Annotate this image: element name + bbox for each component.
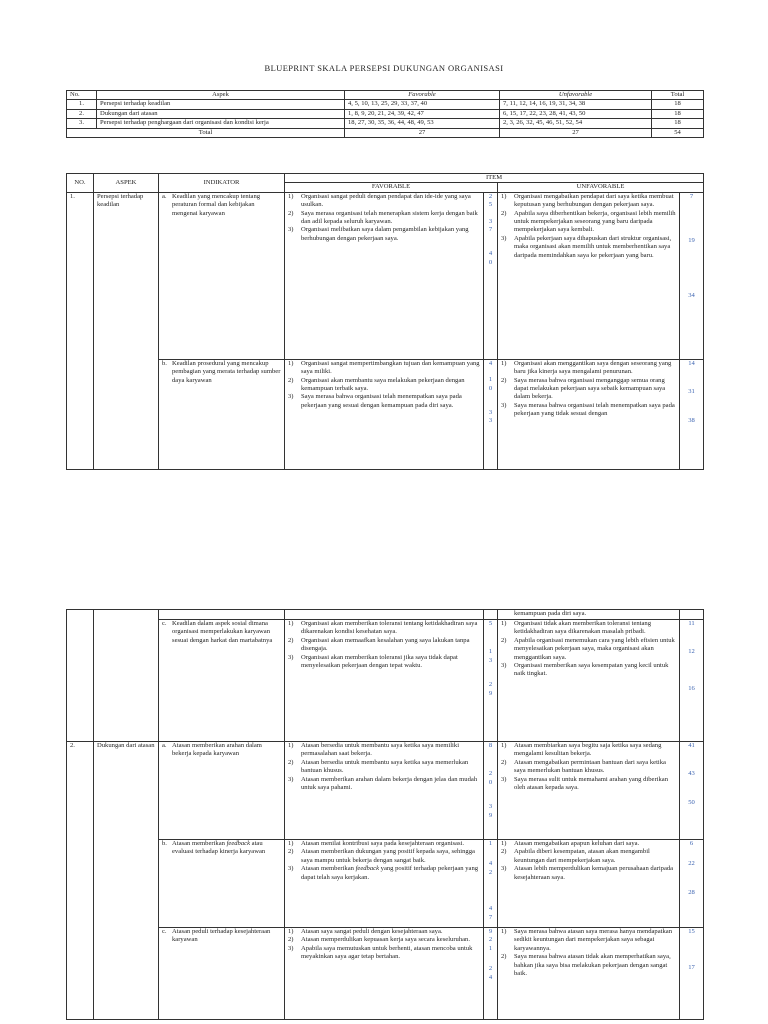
continuation-text: kemampuan pada diri saya. (498, 610, 680, 620)
list-item: 1) Atasan bersedia untuk membantu saya ketika saya memiliki permasalahan saat bekerja. (288, 742, 460, 758)
list-item: 3) Atasan memberikan feedback yang positif terhadap pekerjaan yang dapat telah saya kerjakan. (288, 865, 479, 881)
favorable-numbers: 1 4 2 4 7 (484, 840, 498, 928)
aspek-name: Persepsi terhadap keadilan (94, 192, 159, 469)
indicator-mark: c. (162, 620, 167, 627)
unfavorable-numbers: 15 17 (680, 928, 704, 1020)
summary-total-row (67, 128, 704, 137)
indicator-cell (159, 840, 285, 928)
indicator-row (67, 840, 704, 928)
favorable-items (285, 840, 484, 928)
indicator-cell (159, 928, 285, 1020)
indicator-cell (159, 359, 285, 469)
list-item: 2) Saya merasa organisasi telah menerapkan sistem kerja dengan baik dan adil kepada seluruh karyawan. (288, 209, 478, 226)
page-title: BLUEPRINT SKALA PERSEPSI DUKUNGAN ORGANISASI (264, 63, 504, 73)
header-no: No. (67, 91, 97, 100)
list-item: 1) Atasan membiarkan saya begitu saja ketika saya sedang mengalami kesulitan bekerja. (501, 742, 662, 758)
list-item: 3) Apabila pekerjaan saya dihapuskan dari struktur organisasi, maka organisasi akan memilih untuk memberhentikan saya daripada memindahkan saya ke pekerjaan yang baru. (501, 234, 672, 259)
header-aspek: Aspek (97, 91, 345, 100)
list-item: 1) Atasan mengabaikan apapun keluhan dari saya. (501, 840, 640, 847)
total-unfavorable: 27 (500, 128, 652, 137)
list-item: 2) Saya merasa bahwa atasan tidak akan memperhatikan saya, bahkan jika saya bisa melakukan pekerjaan dengan sangat baik. (501, 953, 671, 978)
indicator-row (67, 192, 704, 359)
list-item: 3) Saya merasa bahwa organisasi telah menempatkan saya pada pekerjaan yang tidak sesuai dengan (501, 401, 675, 418)
favorable-items (285, 928, 484, 1020)
row-favorable: 4, 5, 10, 13, 25, 29, 33, 37, 40 (345, 100, 500, 109)
indicator-cell (159, 620, 285, 742)
list-item: 1) Organisasi sangat mempertimbangkan tujuan dan kemampuan yang saya miliki. (288, 359, 480, 376)
summary-header-row (67, 91, 704, 100)
detail-header-row (67, 174, 704, 183)
row-aspek: Persepsi terhadap keadilan (97, 100, 345, 109)
unfavorable-numbers: 7 19 34 (680, 192, 704, 359)
indicator-row (67, 359, 704, 469)
aspek-no: 1. (67, 192, 94, 469)
list-item: 3) Organisasi melibatkan saya dalam pengambilan kebijakan yang berhubungan dengan pekerjaan saya. (288, 226, 469, 242)
favorable-numbers: 8 2 0 3 9 (484, 742, 498, 840)
favorable-numbers: 4 1 0 3 3 (484, 359, 498, 469)
detail-table-part1 (66, 173, 704, 470)
header-favorable: FAVORABLE (285, 183, 498, 192)
list-item: 2) Apabila saya diberhentikan bekerja, organisasi lebih memilih untuk mempekerjakan seseorang yang baru daripada mempekerjakan saya kembali. (501, 209, 676, 234)
unfavorable-numbers: 41 43 50 (680, 742, 704, 840)
list-item: 1) Organisasi sangat peduli dengan pendapat dan ide-ide yang saya usulkan. (288, 192, 471, 209)
list-item: 2) Organisasi akan membantu saya melakukan pekerjaan dengan kemampuan terbaik saya. (288, 376, 465, 393)
list-item: 1) Organisasi tidak akan memberikan toleransi tentang ketidakhadiran saya dikarenakan masalah pribadi. (501, 620, 652, 636)
row-total: 18 (652, 109, 704, 118)
list-item: 1) Organisasi akan memberikan toleransi tentang ketidakhadiran saya dikarenakan kondisi kesehatan saya. (288, 620, 478, 636)
list-item: 3) Atasan lebih memperdulikan kemajuan perusahaan daripada kesejahteraan saya. (501, 865, 674, 881)
row-unfavorable: 6, 15, 17, 22, 23, 28, 41, 43, 50 (500, 109, 652, 118)
unfavorable-items (498, 742, 680, 840)
summary-row (67, 109, 704, 118)
list-item: 2) Apabila organisasi menemukan cara yang lebih efisien untuk menyelesaikan pekerjaan saya, maka organisasi akan menggantikan saya. (501, 636, 675, 661)
detail-table-part2 (66, 609, 704, 1020)
indicator-text: Atasan memberikan feedback atau evaluasi terhadap kinerja karyawan (172, 840, 266, 856)
total-total: 54 (652, 128, 704, 137)
indicator-row (67, 928, 704, 1020)
unfavorable-items (498, 192, 680, 359)
unfavorable-items (498, 359, 680, 469)
indicator-text: Atasan memberikan arahan dalam bekerja kepada karyawan (172, 742, 262, 758)
list-item: 1) Organisasi akan menggantikan saya dengan seseorang yang baru jika kinerja saya mengalami penurunan. (501, 359, 672, 376)
favorable-items (285, 742, 484, 840)
row-unfavorable: 2, 3, 26, 32, 45, 46, 51, 52, 54 (500, 119, 652, 128)
unfavorable-items (498, 840, 680, 928)
header-unfavorable: UNFAVORABLE (498, 183, 704, 192)
list-item: 2) Atasan memberikan dukungan yang positif kepada saya, sehingga saya mampu untuk bekerja dengan sangat baik. (288, 848, 475, 864)
indicator-mark: b. (162, 840, 167, 847)
indicator-text: Keadilan prosedural yang mencakup pembagian yang merata terhadap sumber daya karyawan (172, 359, 281, 384)
unfavorable-numbers: 14 31 38 (680, 359, 704, 469)
row-total: 18 (652, 100, 704, 109)
indicator-mark: a. (162, 742, 167, 749)
summary-row (67, 100, 704, 109)
indicator-mark: c. (162, 928, 167, 935)
total-label: Total (67, 128, 345, 137)
list-item: 3) Organisasi akan memberikan toleransi jika saya tidak dapat menyelesaikan pekerjaan dengan tepat waktu. (288, 653, 458, 670)
list-item: 3) Organisasi memberikan saya kesempatan yang kecil untuk naik tingkat. (501, 662, 669, 678)
favorable-items (285, 359, 484, 469)
list-item: 1) Atasan menilai kontribusi saya pada kesejahteraan organisasi. (288, 840, 465, 847)
list-item: 2) Saya merasa bahwa organisasi menganggap semua orang dapat melakukan pekerjaan saya sebaik kemampuan saya dalam bekerja. (501, 376, 666, 401)
list-item: 3) Saya merasa bahwa organisasi telah menempatkan saya pada pekerjaan yang sesuai dengan kemampuan pada diri saya. (288, 393, 462, 409)
favorable-numbers: 2 5 3 7 4 0 (484, 192, 498, 359)
list-item: 3) Saya merasa sulit untuk memahami arahan yang diberikan oleh atasan kepada saya. (501, 775, 668, 792)
row-unfavorable: 7, 11, 12, 14, 16, 19, 31, 34, 38 (500, 100, 652, 109)
continuation-row (67, 610, 704, 620)
list-item: 3) Apabila saya memutuskan untuk berhenti, atasan mencoba untuk meyakinkan saya agar tetap bertahan. (288, 944, 473, 961)
list-item: 2) Atasan mengabaikan permintaan bantuan dari saya ketika saya memerlukan bantuan khusus. (501, 758, 666, 775)
row-aspek: Persepsi terhadap penghargaan dari organisasi dan kondisi kerja (97, 119, 345, 128)
row-favorable: 18, 27, 30, 35, 36, 44, 48, 49, 53 (345, 119, 500, 128)
list-item: 2) Organisasi akan memaafkan kesalahan yang saya lakukan tanpa disengaja. (288, 636, 470, 653)
favorable-items (285, 192, 484, 359)
row-no: 1. (67, 100, 97, 109)
row-total: 18 (652, 119, 704, 128)
indicator-cell (159, 192, 285, 359)
total-favorable: 27 (345, 128, 500, 137)
indicator-text: Keadilan dalam aspek sosial dimana organisasi memperlakukan karyawan sesuai dengan harkat dan martabatnya (172, 620, 273, 644)
list-item: 2) Atasan memperdulikan kepuasan kerja saya secara keseluruhan. (288, 936, 470, 944)
indicator-text: Keadilan yang mencakup tentang peraturan formal dan kebijakan mengenai karyawan (172, 192, 261, 217)
indicator-mark: b. (162, 359, 167, 367)
list-item: 3) Atasan memberikan arahan dalam bekerja dengan jelas dan mudah untuk saya pahami. (288, 775, 478, 792)
header-total: Total (652, 91, 704, 100)
unfavorable-items (498, 928, 680, 1020)
header-item: ITEM (285, 174, 704, 183)
summary-row (67, 119, 704, 128)
unfavorable-numbers: 11 12 16 (680, 620, 704, 742)
row-no: 2. (67, 109, 97, 118)
row-aspek: Dukungan dari atasan (97, 109, 345, 118)
row-favorable: 1, 8, 9, 20, 21, 24, 39, 42, 47 (345, 109, 500, 118)
header-aspek: ASPEK (94, 174, 159, 193)
indicator-row (67, 742, 704, 840)
favorable-numbers: 5 1 3 2 9 (484, 620, 498, 742)
list-item: 1) Organisasi mengabaikan pendapat dari saya ketika membuat keputusan yang berhubungan dengan pekerjaan saya. (501, 192, 674, 209)
favorable-items (285, 620, 484, 742)
indicator-cell (159, 742, 285, 840)
header-no: NO. (67, 174, 94, 193)
header-indikator: INDIKATOR (159, 174, 285, 193)
indicator-row (67, 620, 704, 742)
row-no: 3. (67, 119, 97, 128)
list-item: 1) Saya merasa bahwa atasan saya merasa hanya mendapatkan sedikit keuntungan dari mempekerjakan saya sebagai karyawannya. (501, 928, 672, 952)
aspek-name: Dukungan dari atasan (94, 742, 159, 1020)
summary-table (66, 90, 704, 138)
indicator-mark: a. (162, 192, 167, 200)
aspek-no: 2. (67, 742, 94, 1020)
list-item: 1) Atasan saya sangat peduli dengan kesejahteraan saya. (288, 928, 443, 935)
favorable-numbers: 9 2 1 2 4 (484, 928, 498, 1020)
list-item: 2) Apabila diberi kesempatan, atasan akan mengambil keuntungan dari mempekerjakan saya. (501, 848, 650, 864)
header-unfavorable: Unfavorable (500, 91, 652, 100)
unfavorable-items (498, 620, 680, 742)
list-item: 2) Atasan bersedia untuk membantu saya ketika saya memerlukan bantuan khusus. (288, 758, 469, 775)
header-favorable: Favorable (345, 91, 500, 100)
unfavorable-numbers: 6 22 28 (680, 840, 704, 928)
indicator-text: Atasan peduli terhadap kesejahteraan karyawan (172, 928, 271, 944)
